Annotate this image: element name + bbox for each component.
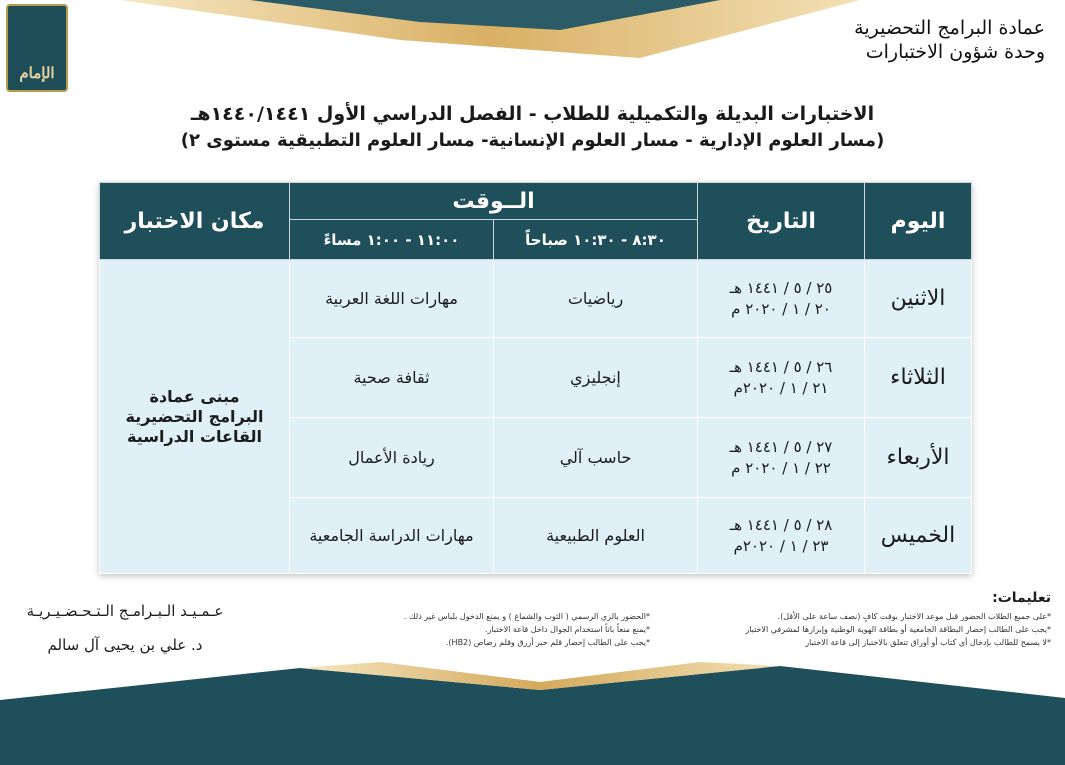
- bottom-decorative-band: [0, 660, 1065, 765]
- header-time: الــوقت: [290, 183, 698, 220]
- logo-text: الإمام: [19, 64, 55, 82]
- header-slot-afternoon: ١١:٠٠ - ١:٠٠ مساءً: [290, 220, 494, 260]
- day-cell: الأربعاء: [865, 418, 972, 498]
- page-subtitle: (مسار العلوم الإدارية - مسار العلوم الإنسانية- مسار العلوم التطبيقية مستوى ٢): [180, 130, 885, 151]
- header-slot-morning: ٨:٣٠ - ١٠:٣٠ صباحاً: [494, 220, 698, 260]
- org-line-1: عمادة البرامج التحضيرية: [854, 17, 1045, 39]
- page-title: الاختبارات البديلة والتكميلية للطلاب - الفصل الدراسي الأول ١٤٤٠/١٤٤١هـ: [190, 103, 875, 125]
- exam-place-cell: [100, 260, 290, 574]
- day-cell: الاثنين: [865, 260, 972, 338]
- subject-morning: إنجليزي: [494, 338, 698, 418]
- header-place: مكان الاختبار: [100, 183, 290, 260]
- subject-morning: رياضيات: [494, 260, 698, 338]
- instruction-item: *على جميع الطلاب الحضور قبل موعد الاختبار بوقت كافٍ (نصف ساعة على الأقل).: [777, 612, 1051, 621]
- date-gregorian: ٢٢ / ١ / ٢٠٢٠ م: [731, 458, 831, 477]
- subject-morning: حاسب آلي: [494, 418, 698, 498]
- dean-signature: [10, 602, 240, 654]
- date-cell: [698, 338, 865, 418]
- university-logo: [6, 4, 68, 92]
- date-gregorian: ٢٠ / ١ / ٢٠٢٠ م: [731, 299, 831, 318]
- dean-title: عـمـيـد الـبـرامـج الـتـحـضـيـريـة: [26, 602, 224, 620]
- day-cell: الثلاثاء: [865, 338, 972, 418]
- instructions: [691, 590, 1051, 649]
- instruction-item: *يمنع منعاً باتاً استخدام الجوال داخل قاعة الاختبار.: [484, 625, 650, 634]
- place-line-1: مبنى عمادة: [149, 386, 240, 406]
- subject-afternoon: ريادة الأعمال: [290, 418, 494, 498]
- date-hijri: ٢٨ / ٥ / ١٤٤١ هـ: [729, 515, 833, 534]
- date-hijri: ٢٥ / ٥ / ١٤٤١ هـ: [729, 278, 833, 297]
- day-cell: الخميس: [865, 498, 972, 574]
- date-cell: [698, 418, 865, 498]
- subject-afternoon: ثقافة صحية: [290, 338, 494, 418]
- header-day: اليوم: [865, 183, 972, 260]
- table-row: [100, 260, 972, 338]
- instruction-item: *لا يسمح للطالب بإدخال أي كتاب أو أوراق تتعلق بالاختبار إلى قاعة الاختبار: [805, 638, 1051, 647]
- dean-name: د. علي بن يحيى آل سالم: [47, 636, 203, 654]
- subject-afternoon: مهارات الدراسة الجامعية: [290, 498, 494, 574]
- date-gregorian: ٢٣ / ١ / ٢٠٢٠م: [733, 536, 829, 555]
- date-gregorian: ٢١ / ١ / ٢٠٢٠م: [733, 378, 829, 397]
- exam-schedule-table: [99, 182, 972, 574]
- organization-header: [854, 16, 1045, 64]
- date-cell: [698, 498, 865, 574]
- instructions-secondary: [330, 610, 650, 649]
- instruction-item: *يجب على الطالب إحضار قلم حبر أزرق وقلم رصاص (HB2).: [445, 638, 650, 647]
- org-line-2: وحدة شؤون الاختبارات: [865, 41, 1045, 63]
- instruction-item: *الحضور بالزي الرسمي ( الثوب والشماغ ) و يمنع الدخول بلباس غير ذلك .: [403, 612, 650, 621]
- instruction-item: *يجب على الطالب إحضار البطاقة الجامعية أو بطاقة الهوية الوطنية وإبرازها لمشرفي الاختبار: [745, 625, 1051, 634]
- place-line-2: البرامج التحضيرية: [125, 406, 264, 426]
- subject-afternoon: مهارات اللغة العربية: [290, 260, 494, 338]
- date-hijri: ٢٧ / ٥ / ١٤٤١ هـ: [729, 437, 833, 456]
- date-hijri: ٢٦ / ٥ / ١٤٤١ هـ: [729, 357, 833, 376]
- date-cell: [698, 260, 865, 338]
- instructions-title: تعليمات:: [992, 590, 1051, 606]
- header-date: التاريخ: [698, 183, 865, 260]
- subject-morning: العلوم الطبيعية: [494, 498, 698, 574]
- place-line-3: القاعات الدراسية: [127, 426, 262, 446]
